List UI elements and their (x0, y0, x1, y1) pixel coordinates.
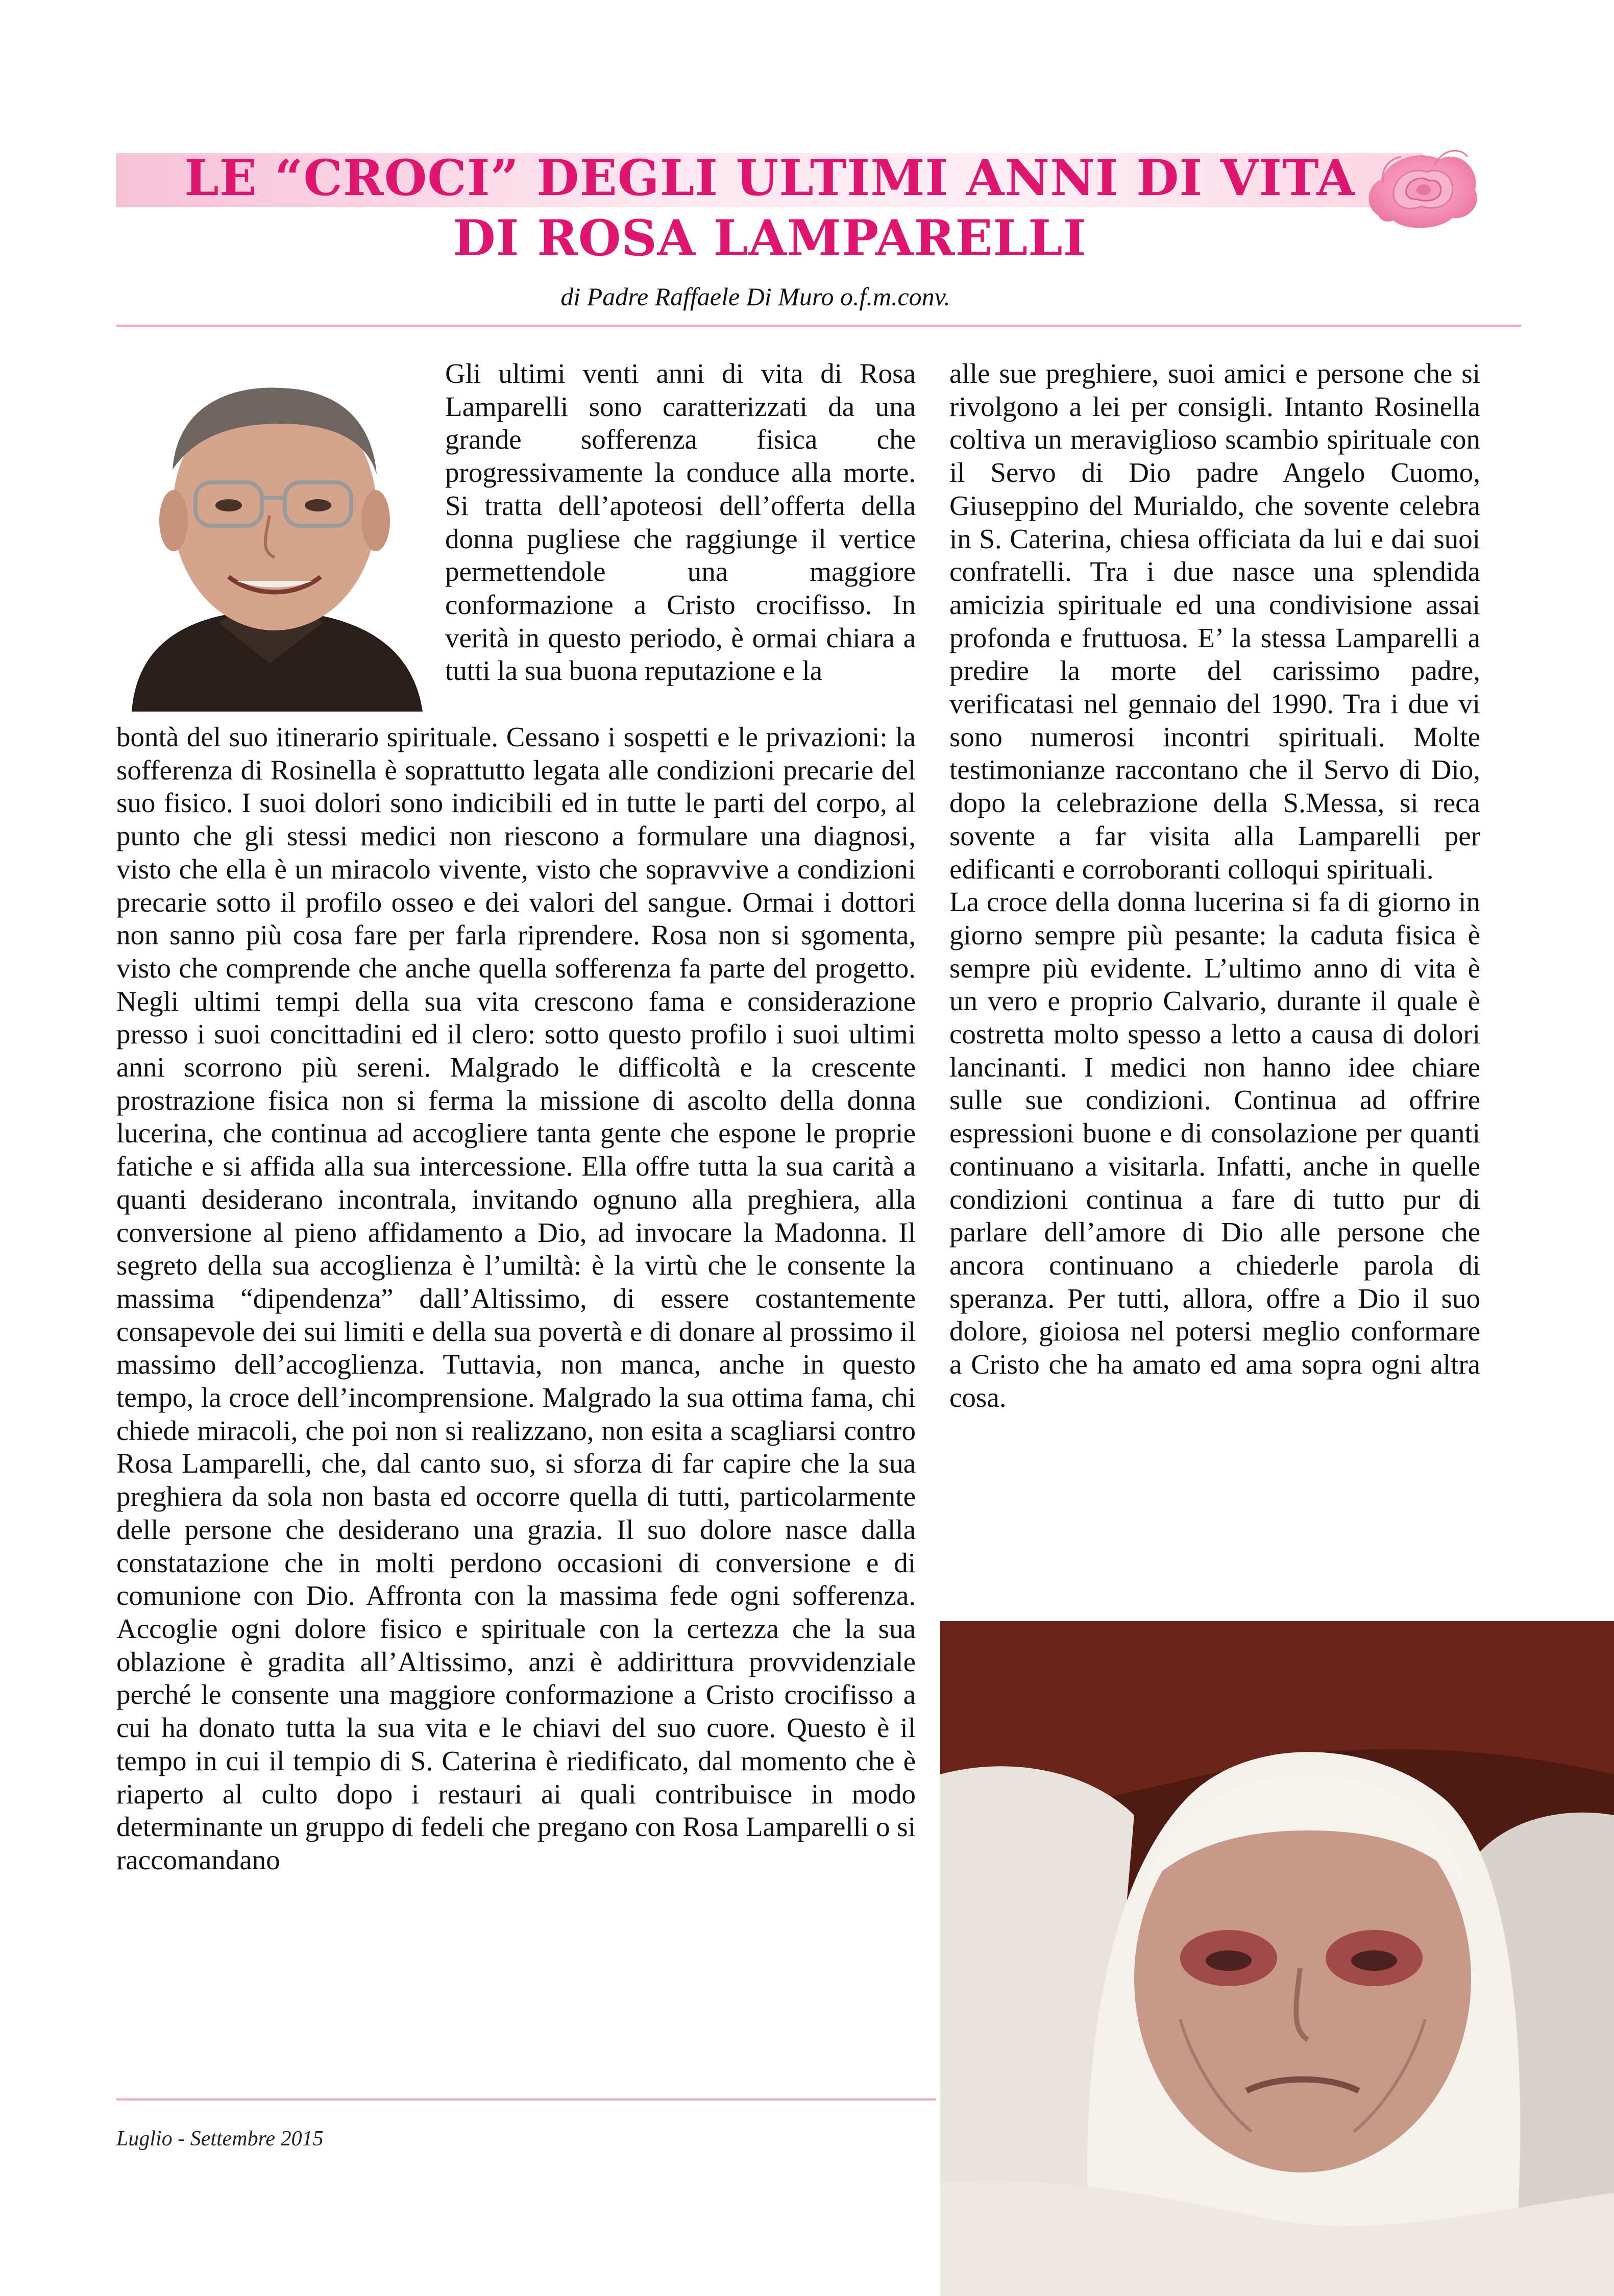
article-text-left-bottom: bontà del suo itinerario spirituale. Cessano i sospetti e le privazioni: la sofferenza di Rosinella è soprattutto legata alle condizioni precarie del suo fisico. I suoi dolori sono indicibili ed in tutte le parti del corpo, al punto che gli stessi medici non riescono a formulare una diagnosi, visto che ella è un miracolo vivente, visto che sopravvive a condizioni precarie sotto il profilo osseo e dei valori del sangue. Ormai i dottori non sanno più cosa fare per farla riprendere. Rosa non si sgomenta, visto che comprende che anche quella sofferenza fa parte del progetto. Negli ultimi tempi della sua vita crescono fama e considerazione presso i suoi concittadini ed il clero: sotto questo profilo i suoi ultimi anni scorrono più sereni. Malgrado le difficoltà e la crescente prostrazione fisica non si ferma la missione di ascolto della donna lucerina, che continua ad accogliere tanta gente che espone le proprie fatiche e si affida alla sua intercessione. Ella offre tutta la sua carità a quanti desiderano incontrala, invitando ognuno alla preghiera, alla conversione al pieno affidamento a Dio, ad invocare la Madonna. Il segreto della sua accoglienza è l’umiltà: è la virtù che le consente la massima “dipendenza” dall’Altissimo, di essere costantemente consapevole dei sui limiti e della sua povertà e di donare al prossimo il massimo dell’accoglienza. Tuttavia, non manca, anche in questo tempo, la croce dell’incomprensione. Malgrado la sua ottima fama, chi chiede miracoli, che poi non si realizzano, non esita a scagliarsi contro Rosa Lamparelli, che, dal canto suo, si sforza di far capire che la sua preghiera da sola non basta ed occorre quella di tutti, particolarmente delle persone che desiderano una grazia. Il suo dolore nasce dalla constatazione che in molti perdono occasioni di conversione e di comunione con Dio. Affronta con la massima fede ogni sofferenza. Accoglie ogni dolore fisico e spirituale con la certezza che la sua oblazione è gradita all’Altissimo, anzi è addirittura provvidenziale perché le consente una maggiore conformazione a Cristo crocifisso a cui ha donato tutta la sua vita e le chiavi del suo cuore. Questo è il tempo in cui il tempio di S. Caterina è riedificato, dal momento che è riaperto al culto dopo i restauri ai quali contribuisce in modo determinante un gruppo di fedeli che pregano con Rosa Lamparelli o si raccomandano (116, 721, 916, 1875)
article-title-line-2: DI ROSA LAMPARELLI (453, 209, 1087, 267)
article-paragraph: La croce della donna lucerina si fa di giorno in giorno sempre più pesante: la caduta fisica è sempre più evidente. L’ultimo anno di vita è un vero e proprio Calvario, durante il quale è costretta molto spesso a letto a causa di dolori lancinanti. I medici non hanno idee chiare sulle sue condizioni. Continua ad offrire espressioni buone e di consolazione per quanti continuano a visitarla. Infatti, anche in quelle condizioni continua a fare di tutto pur di parlare dell’amore di Dio alle persone che ancora continuano a chiederle parola di speranza. Per tutti, allora, offre a Dio il suo dolore, gioiosa nel potersi meglio conformare a Cristo che ha amato ed ama sopra ogni altra cosa. (949, 886, 1480, 1413)
footer-divider (116, 2098, 936, 2100)
article-text-left-top: Gli ultimi venti anni di vita di Rosa Lamparelli sono caratterizzati da una grande sofferenza fisica che progressivamente la conduce alla morte. Si tratta dell’apoteosi dell’offerta della donna pugliese che raggiunge il vertice permettendole una maggiore conformazione a Cristo crocifisso. In verità in questo periodo, è ormai chiara a tutti la sua buona reputazione e la (445, 358, 916, 687)
article-title (116, 148, 1423, 268)
author-byline: di Padre Raffaele Di Muro o.f.m.conv. (560, 282, 950, 311)
article-text-right (949, 357, 1480, 1414)
author-photo (116, 357, 431, 712)
issue-date: Luglio - Settembre 2015 (116, 2127, 324, 2151)
article-paragraph: alle sue preghiere, suoi amici e persone che si rivolgono a lei per consigli. Intanto Rosinella coltiva un meraviglioso scambio spirituale con il Servo di Dio padre Angelo Cuomo, Giuseppino del Murialdo, che sovente celebra in S. Caterina, chiesa officiata da lui e dai suoi confratelli. Tra i due nasce una splendida amicizia spirituale ed una condivisione assai profonda e fruttuosa. E’ la stessa Lamparelli a predire la morte del carissimo padre, verificatasi nel gennaio del 1990. Tra i due vi sono numerosi incontri spirituali. Molte testimonianze raccontano che il Servo di Dio, dopo la celebrazione della S.Messa, si reca sovente a far visita alla Lamparelli per edificanti e corroboranti colloqui spirituali. (949, 358, 1480, 885)
article-title-line-1: LE “CROCI” DEGLI ULTIMI ANNI DI VITA (184, 149, 1355, 207)
pink-rose-icon (1358, 118, 1485, 236)
rosa-lamparelli-photo (940, 1621, 1614, 2296)
header-divider (116, 325, 1521, 327)
